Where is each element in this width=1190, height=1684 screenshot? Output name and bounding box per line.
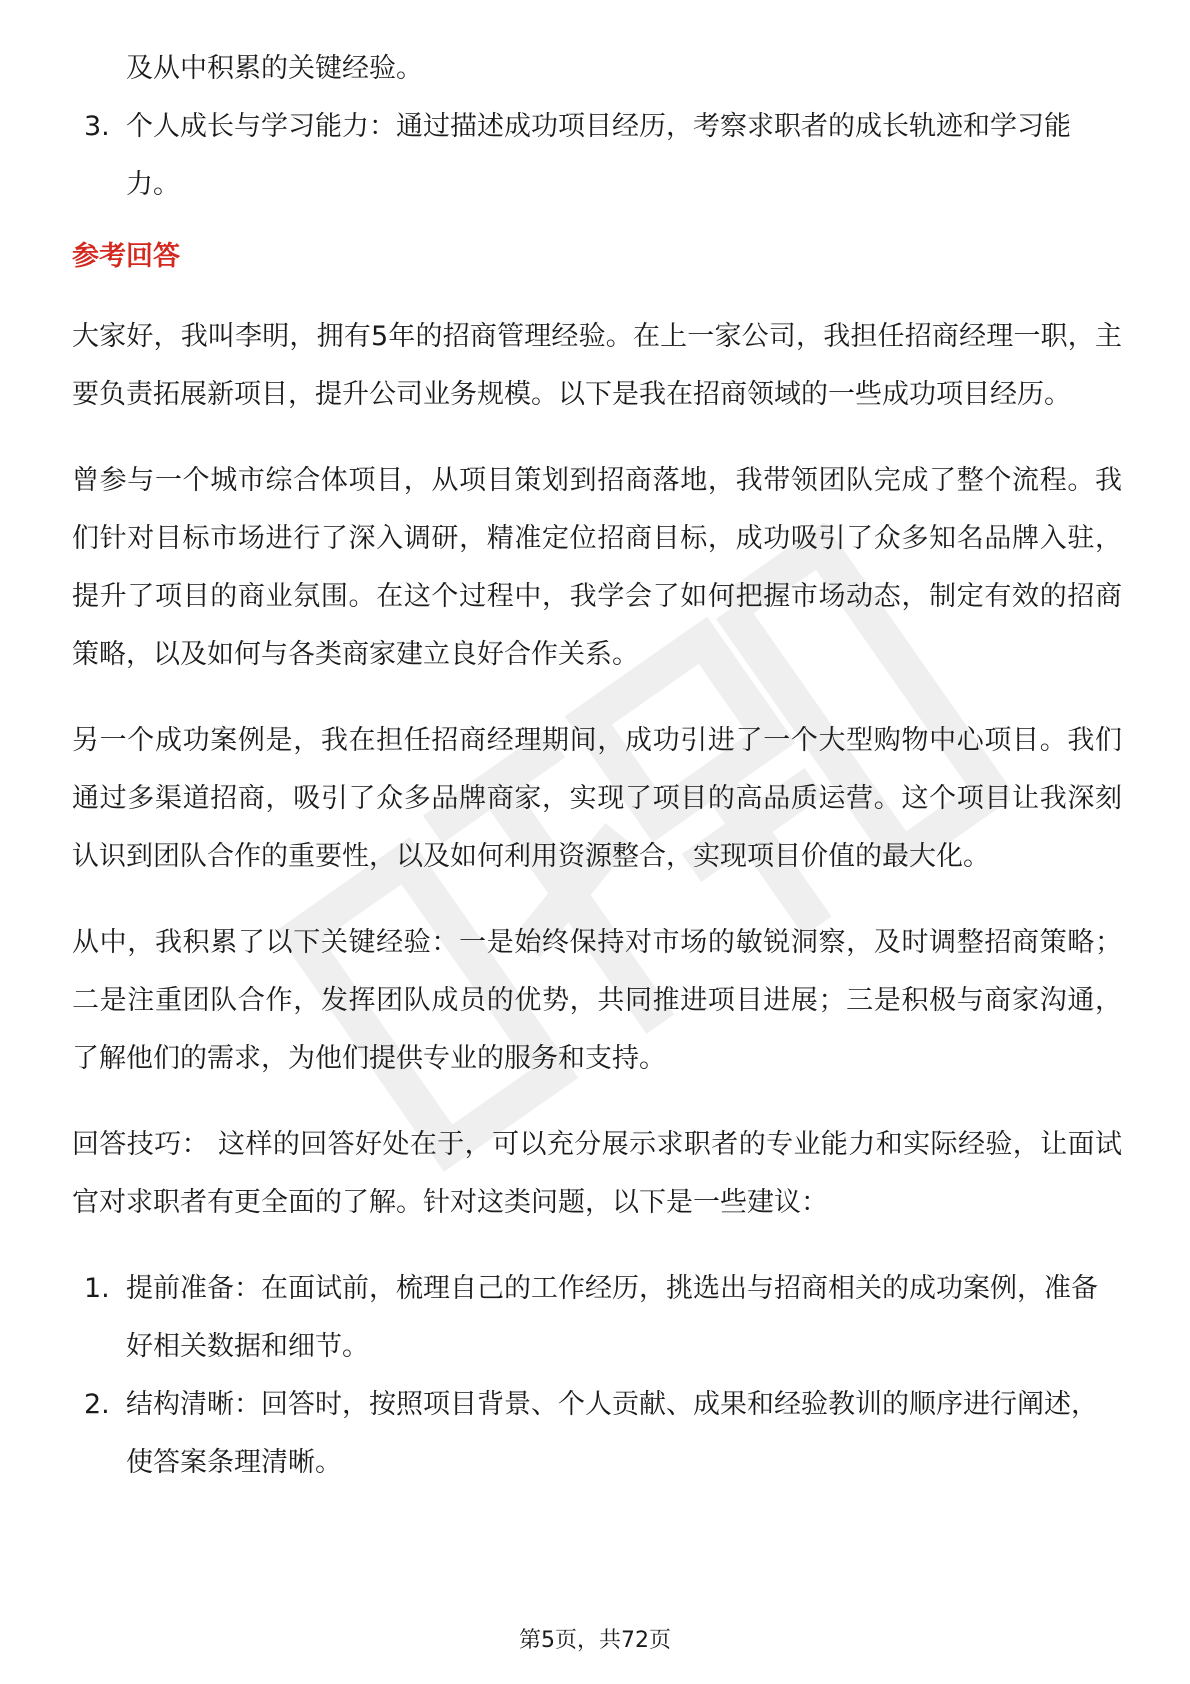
- list-number: 3.: [84, 111, 110, 142]
- tips-list: [72, 1260, 1122, 1492]
- list-number: 1.: [84, 1273, 110, 1304]
- paragraph: 从中，我积累了以下关键经验：一是始终保持对市场的敏锐洞察，及时调整招商策略；二是注重团队合作，发挥团队成员的优势，共同推进项目进展；三是积极与商家沟通，了解他们的需求，为他们提供专业的服务和支持。: [72, 927, 1122, 1074]
- list-number: 2.: [84, 1389, 110, 1420]
- list-item-continuation: 及从中积累的关键经验。: [126, 53, 423, 84]
- paragraph: 回答技巧： 这样的回答好处在于，可以充分展示求职者的专业能力和实际经验，让面试官对求职者有更全面的了解。针对这类问题，以下是一些建议：: [72, 1129, 1122, 1218]
- paragraph: 曾参与一个城市综合体项目，从项目策划到招商落地，我带领团队完成了整个流程。我们针对目标市场进行了深入调研，精准定位招商目标，成功吸引了众多知名品牌入驻，提升了项目的商业氛围。在这个过程中，我学会了如何把握市场动态，制定有效的招商策略，以及如何与各类商家建立良好合作关系。: [72, 465, 1122, 670]
- list-item-text: 提前准备：在面试前，梳理自己的工作经历，挑选出与招商相关的成功案例，准备好相关数据和细节。: [126, 1273, 1098, 1362]
- list-item: [72, 1376, 1122, 1492]
- paragraph: 另一个成功案例是，我在担任招商经理期间，成功引进了一个大型购物中心项目。我们通过多渠道招商，吸引了众多品牌商家，实现了项目的高品质运营。这个项目让我深刻认识到团队合作的重要性，以及如何利用资源整合，实现项目价值的最大化。: [72, 725, 1122, 872]
- list-item: [72, 98, 1122, 214]
- list-item-text: 个人成长与学习能力：通过描述成功项目经历，考察求职者的成长轨迹和学习能力。: [126, 111, 1071, 200]
- list-item-text: 结构清晰：回答时，按照项目背景、个人贡献、成果和经验教训的顺序进行阐述，使答案条理清晰。: [126, 1389, 1098, 1478]
- page-number: 第5页，共72页: [519, 1628, 671, 1653]
- document-body: [72, 40, 1122, 1492]
- paragraph: 大家好，我叫李明，拥有5年的招商管理经验。在上一家公司，我担任招商经理一职，主要负责拓展新项目，提升公司业务规模。以下是我在招商领域的一些成功项目经历。: [72, 321, 1122, 410]
- section-heading: 参考回答: [72, 241, 180, 272]
- list-item: [72, 1260, 1122, 1376]
